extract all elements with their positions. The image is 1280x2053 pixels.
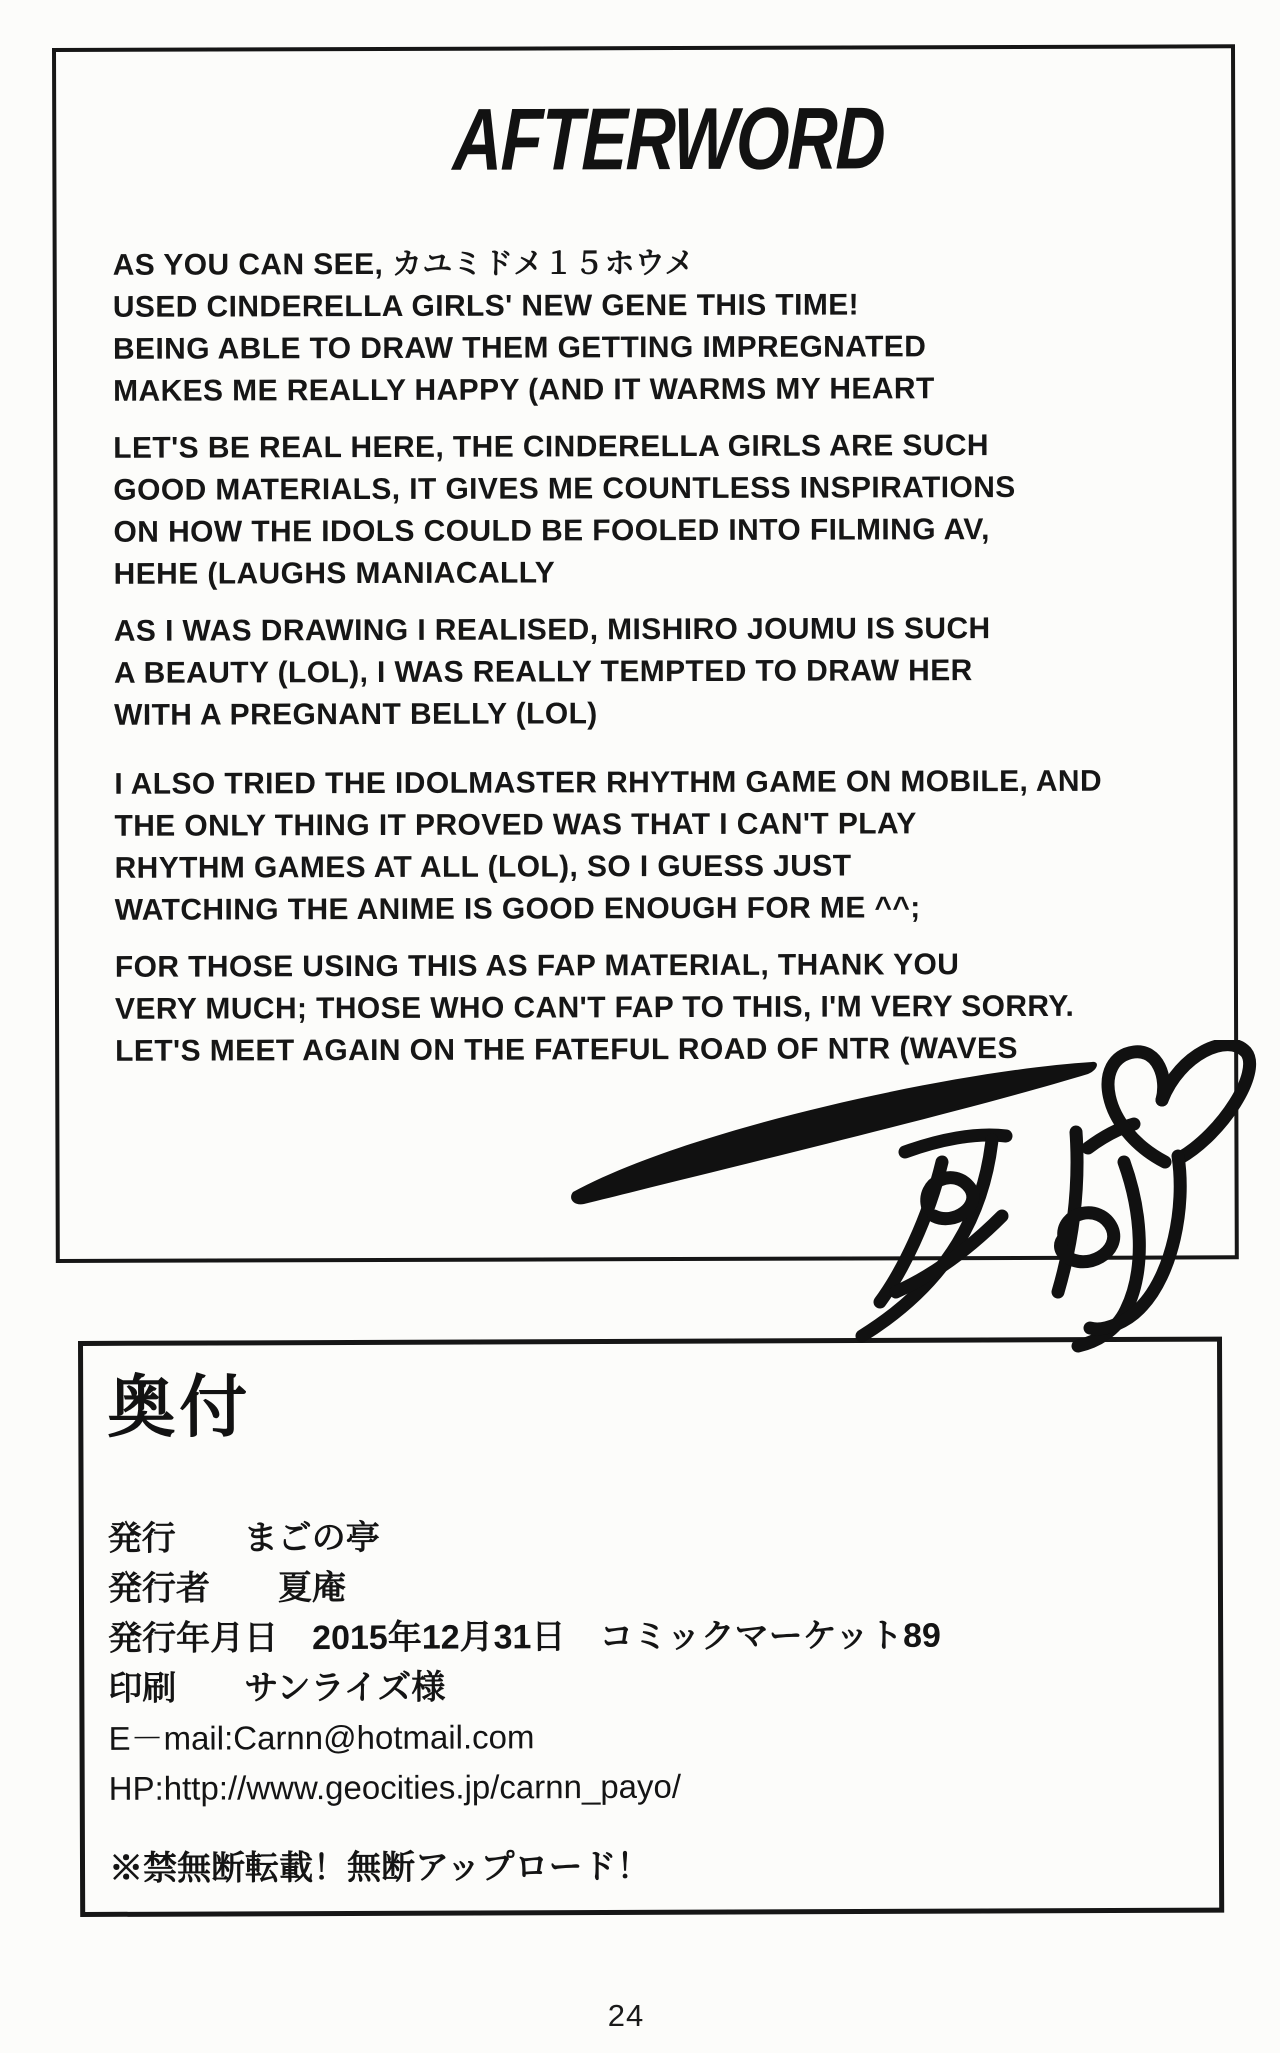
text-line: HEHE (LAUGHS MANIACALLY — [113, 556, 556, 591]
text-line: I ALSO TRIED THE IDOLMASTER RHYTHM GAME ON MOBILE, AND — [114, 764, 1103, 801]
signature-kanji-an-stroke — [1061, 1213, 1114, 1262]
signature-heart-stroke — [1162, 1045, 1250, 1158]
afterword-title: AFTERWORD — [451, 88, 886, 189]
colophon-line-website: HP:http://www.geocities.jp/carnn_payo/ — [108, 1767, 682, 1807]
text-line: AS YOU CAN SEE, カユミドメ１５ホウメ — [112, 246, 695, 282]
text-line: A BEAUTY (LOL), I WAS REALLY TEMPTED TO DRAW HER — [113, 654, 973, 690]
colophon-title: 奥付 — [107, 1369, 252, 1446]
afterword-paragraph-2 — [113, 424, 1209, 595]
colophon-lines — [108, 1510, 1189, 1894]
artist-signature — [540, 1040, 1260, 1360]
colophon-line-date: 発行年月日 2015年12月31日 コミックマーケット89 — [108, 1616, 941, 1658]
text-line: WITH A PREGNANT BELLY (LOL) — [114, 697, 598, 732]
text-line: WATCHING THE ANIME IS GOOD ENOUGH FOR ME ^^; — [114, 891, 921, 927]
colophon-line-email: E－mail:Carnn@hotmail.com — [108, 1718, 535, 1757]
afterword-body — [113, 241, 1211, 1087]
text-line: FOR THOSE USING THIS AS FAP MATERIAL, THANK YOU — [114, 948, 960, 984]
afterword-paragraph-3 — [114, 607, 1209, 736]
colophon-line-warning: ※禁無断転載！無断アップロード！ — [108, 1847, 651, 1888]
signature-swoosh-stroke — [571, 1062, 1097, 1204]
text-line: MAKES ME REALLY HAPPY (AND IT WARMS MY HEART — [113, 372, 935, 408]
text-line: LET'S BE REAL HERE, THE CINDERELLA GIRLS ARE SUCH — [113, 429, 989, 465]
colophon-line-publisher: 発行 まごの亭 — [107, 1518, 380, 1558]
colophon-panel — [78, 1337, 1224, 1917]
text-line: USED CINDERELLA GIRLS' NEW GENE THIS TIME! — [112, 288, 860, 324]
signature-heart-stroke — [1108, 1052, 1165, 1162]
text-line: ON HOW THE IDOLS COULD BE FOOLED INTO FILMING AV, — [113, 513, 990, 549]
colophon-line-printer: 印刷 サンライズ様 — [108, 1668, 446, 1708]
afterword-paragraph-1 — [113, 241, 1209, 412]
text-line: AS I WAS DRAWING I REALISED, MISHIRO JOUMU IS SUCH — [113, 612, 991, 648]
colophon-line-author: 発行者 夏庵 — [107, 1568, 347, 1608]
text-line: RHYTHM GAMES AT ALL (LOL), SO I GUESS JUST — [114, 849, 852, 885]
text-line: VERY MUCH; THOSE WHO CAN'T FAP TO THIS, I'M VERY SORRY. — [114, 989, 1075, 1026]
afterword-paragraph-4 — [114, 760, 1210, 931]
text-line: LET'S MEET AGAIN ON THE FATEFUL ROAD OF NTR (WAVES — [115, 1031, 1018, 1068]
text-line: THE ONLY THING IT PROVED WAS THAT I CAN'T PLAY — [114, 807, 917, 843]
text-line: BEING ABLE TO DRAW THEM GETTING IMPREGNATED — [112, 330, 927, 366]
text-line: GOOD MATERIALS, IT GIVES ME COUNTLESS INSPIRATIONS — [113, 470, 1016, 507]
page-number: 24 — [607, 1998, 645, 2033]
